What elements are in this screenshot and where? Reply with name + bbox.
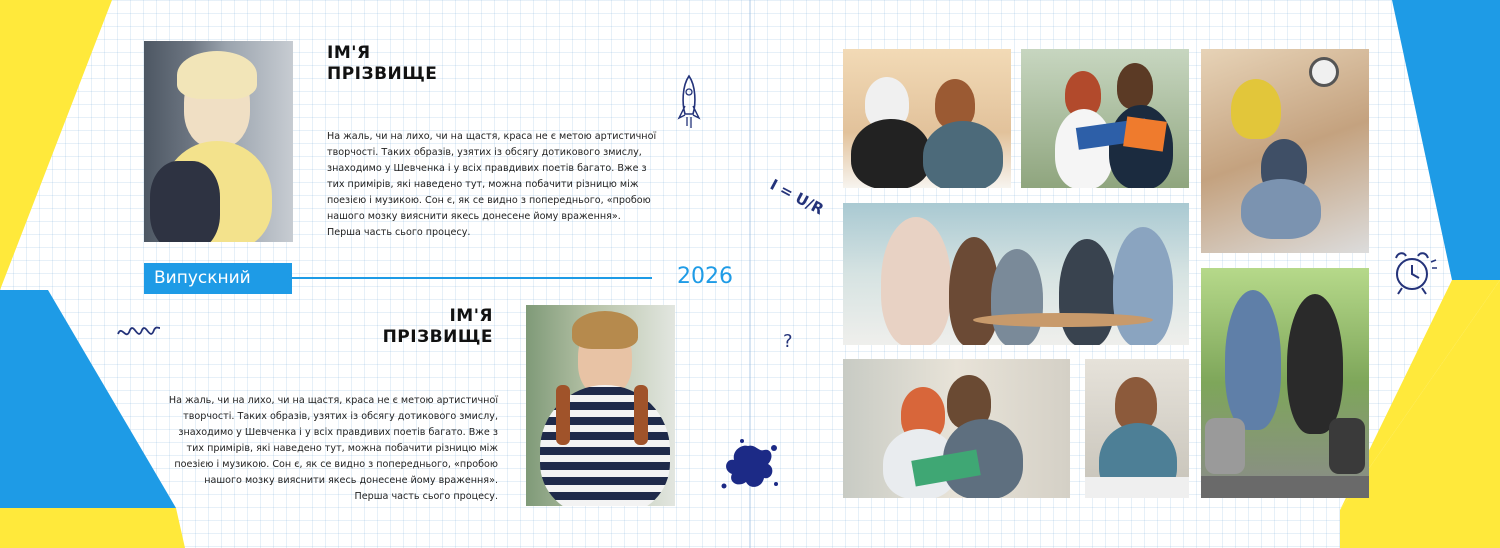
bio-line: поезією і музикою. Сон є, як се видно з попереднього, «пробою xyxy=(327,195,651,206)
squiggle-icon xyxy=(116,322,162,347)
collage-photo-7 xyxy=(1085,359,1189,498)
bio-line: На жаль, чи на лихо, чи на щастя, краса не є метою артистичної xyxy=(168,395,498,406)
rocket-doodle-icon xyxy=(676,74,702,135)
bio-line: Перша часть сього процесу. xyxy=(354,491,498,502)
yellow-band-bottom-left xyxy=(0,508,185,548)
profile-2-name xyxy=(380,306,493,348)
bio-line: Перша часть сього процесу. xyxy=(327,227,471,238)
collage-photo-3 xyxy=(1201,49,1369,253)
yellow-triangle-top-left xyxy=(0,0,112,290)
profile-photo-2 xyxy=(526,305,675,506)
alarm-clock-icon xyxy=(1388,248,1438,301)
bio-line: знаходимо у Шевченка і у всіх правдивих поетів багато. Вже з xyxy=(178,427,498,438)
bio-line: тих примірів, які наведено тут, можна побачити різницю між xyxy=(327,179,639,190)
bio-line: знаходимо у Шевченка і у всіх правдивих поетів багато. Вже з xyxy=(327,163,647,174)
collage-photo-2 xyxy=(1021,49,1189,188)
profile-1-bio xyxy=(327,129,656,241)
formula-doodle-icon: I = U/R xyxy=(767,175,827,219)
ink-splat-icon xyxy=(718,438,780,501)
profile-1-first-name: ІМ'Я xyxy=(327,43,371,63)
profile-2-first-name: ІМ'Я xyxy=(449,306,493,326)
blue-band-top-right xyxy=(1392,0,1500,280)
profile-1-name xyxy=(327,43,437,85)
bio-line: творчості. Таких образів, узятих із обсягу дотикового змислу, xyxy=(327,147,642,158)
bio-line: поезією і музикою. Сон є, як се видно з попереднього, «пробою xyxy=(174,459,498,470)
graduation-year: 2026 xyxy=(677,264,733,289)
collage-photo-6 xyxy=(843,359,1070,498)
bio-line: нашого мозку вияснити якесь донесене йому враження». xyxy=(327,211,621,222)
profile-2-last-name: ПРІЗВИЩЕ xyxy=(382,327,493,347)
collage-photo-5 xyxy=(1201,268,1369,498)
bio-line: творчості. Таких образів, узятих із обсягу дотикового змислу, xyxy=(183,411,498,422)
banner-rule xyxy=(292,277,652,279)
question-mark-icon: ? xyxy=(783,331,793,352)
bio-line: нашого мозку вияснити якесь донесене йому враження». xyxy=(204,475,498,486)
bio-line: тих примірів, які наведено тут, можна побачити різницю між xyxy=(186,443,498,454)
profile-photo-1 xyxy=(144,41,293,242)
profile-2-bio xyxy=(160,393,498,505)
bio-line: На жаль, чи на лихо, чи на щастя, краса не є метою артистичної xyxy=(327,131,657,142)
collage-photo-1 xyxy=(843,49,1011,188)
profile-1-last-name: ПРІЗВИЩЕ xyxy=(327,64,438,84)
graduation-label: Випускний xyxy=(144,263,292,294)
collage-photo-4 xyxy=(843,203,1189,345)
